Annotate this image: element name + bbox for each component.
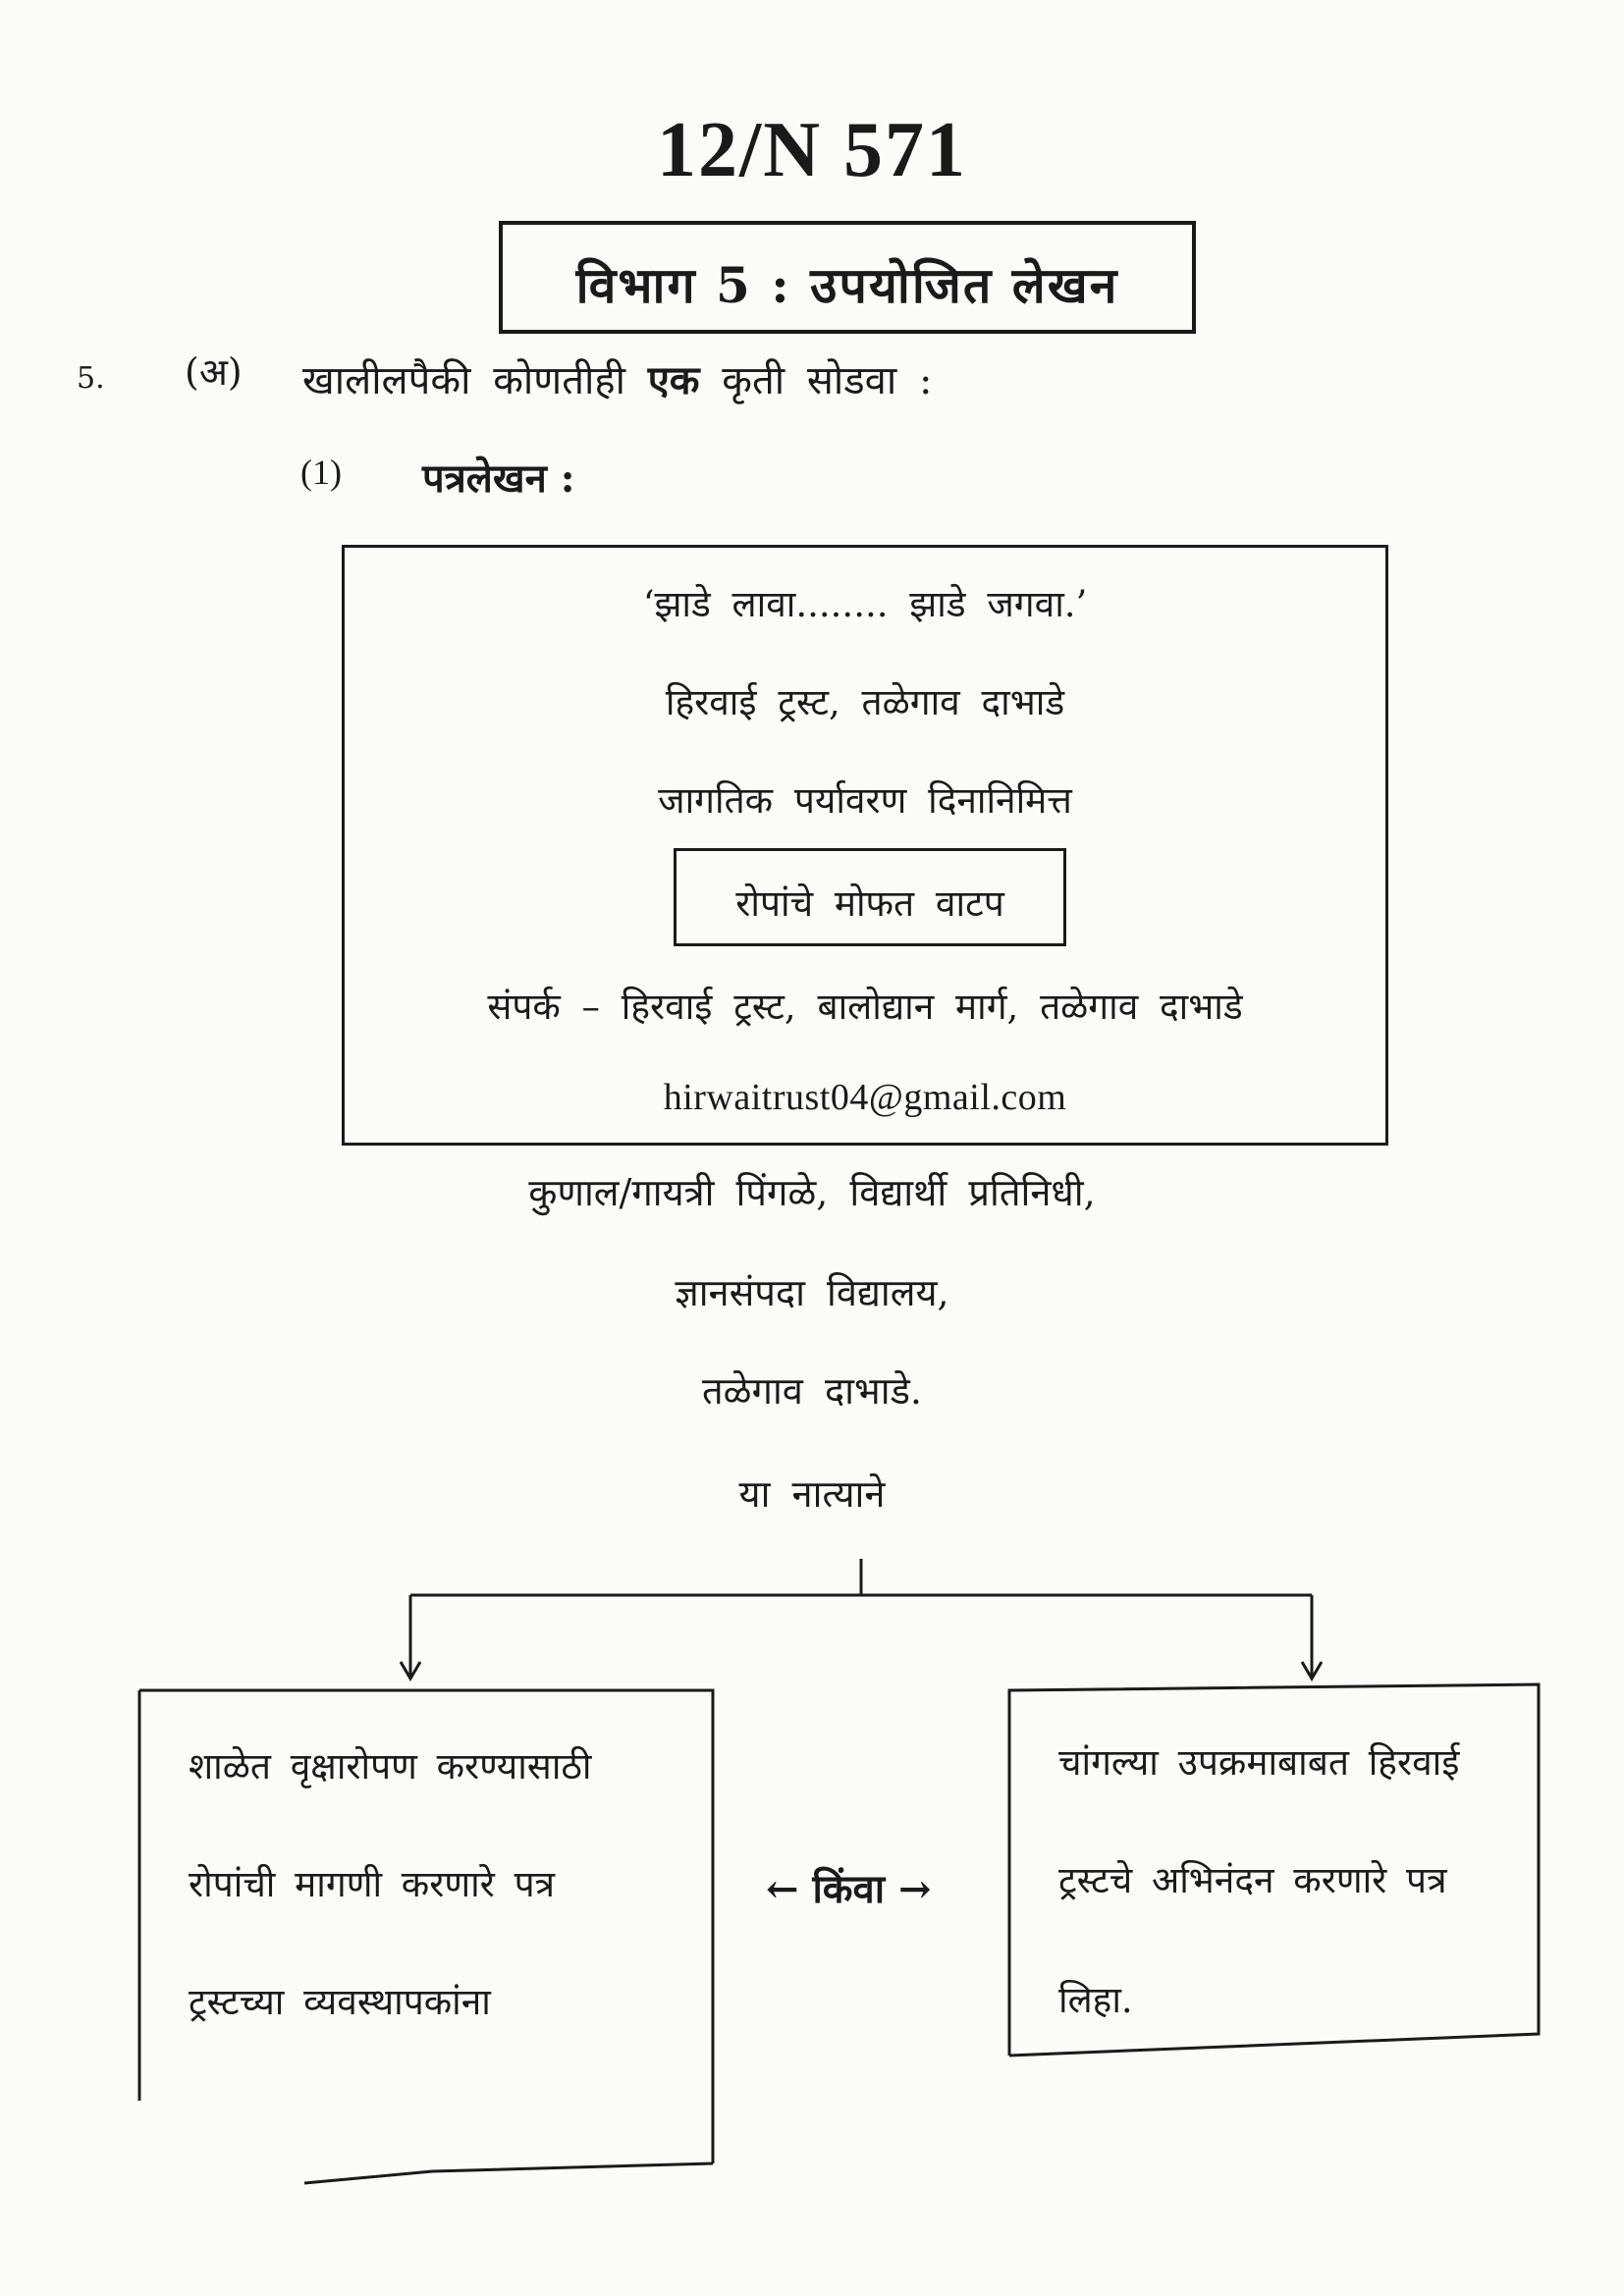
option-left-line: रोपांची मागणी करणारे पत्र <box>189 1863 556 1905</box>
sender-name: कुणाल/गायत्री पिंगळे, विद्यार्थी प्रतिनिधी, <box>528 1171 1096 1214</box>
option-left-line: ट्रस्टच्या व्यवस्थापकांना <box>189 1981 491 2023</box>
notice-contact: संपर्क – हिरवाई ट्रस्ट, बालोद्यान मार्ग, तळेगाव दाभाडे <box>487 986 1243 1028</box>
option-right-line: चांगल्या उपक्रमाबाबत हिरवाई <box>1058 1741 1460 1784</box>
or-label: ← किंवा → <box>766 1866 932 1912</box>
section-title: विभाग 5 : उपयोजित लेखन <box>575 256 1119 314</box>
paper-code: 12/N 571 <box>657 107 967 193</box>
instruction-pre: खालीलपैकी कोणतीही <box>302 358 625 403</box>
option-left-line: शाळेत वृक्षारोपण करण्यासाठी <box>189 1745 592 1788</box>
item-title: पत्रलेखन : <box>422 455 575 502</box>
instruction-post: कृती सोडवा : <box>722 358 933 403</box>
option-left <box>137 1688 712 2179</box>
question-sub-label: (अ) <box>185 350 243 394</box>
question-number: 5. <box>77 361 105 396</box>
option-right <box>1007 1686 1540 2057</box>
notice-slogan: ‘झाडे लावा........ झाडे जगवा.’ <box>642 583 1088 625</box>
notice-occasion: जागतिक पर्यावरण दिनानिमित्त <box>658 779 1072 822</box>
instruction-bold: एक <box>647 357 700 403</box>
notice-email: hirwaitrust04@gmail.com <box>663 1077 1067 1118</box>
notice-distribution: रोपांचे मोफत वाटप <box>735 882 1004 925</box>
sender-place: तळेगाव दाभाडे. <box>702 1369 922 1413</box>
option-right-line: लिहा. <box>1058 1979 1133 2021</box>
sender-school: ज्ञानसंपदा विद्यालय, <box>675 1271 949 1314</box>
relation-label: या नात्याने <box>738 1472 886 1516</box>
item-number: (1) <box>300 453 342 492</box>
notice-trust-name: हिरवाई ट्रस्ट, तळेगाव दाभाडे <box>665 681 1065 723</box>
option-right-line: ट्रस्टचे अभिनंदन करणारे पत्र <box>1058 1859 1447 1901</box>
